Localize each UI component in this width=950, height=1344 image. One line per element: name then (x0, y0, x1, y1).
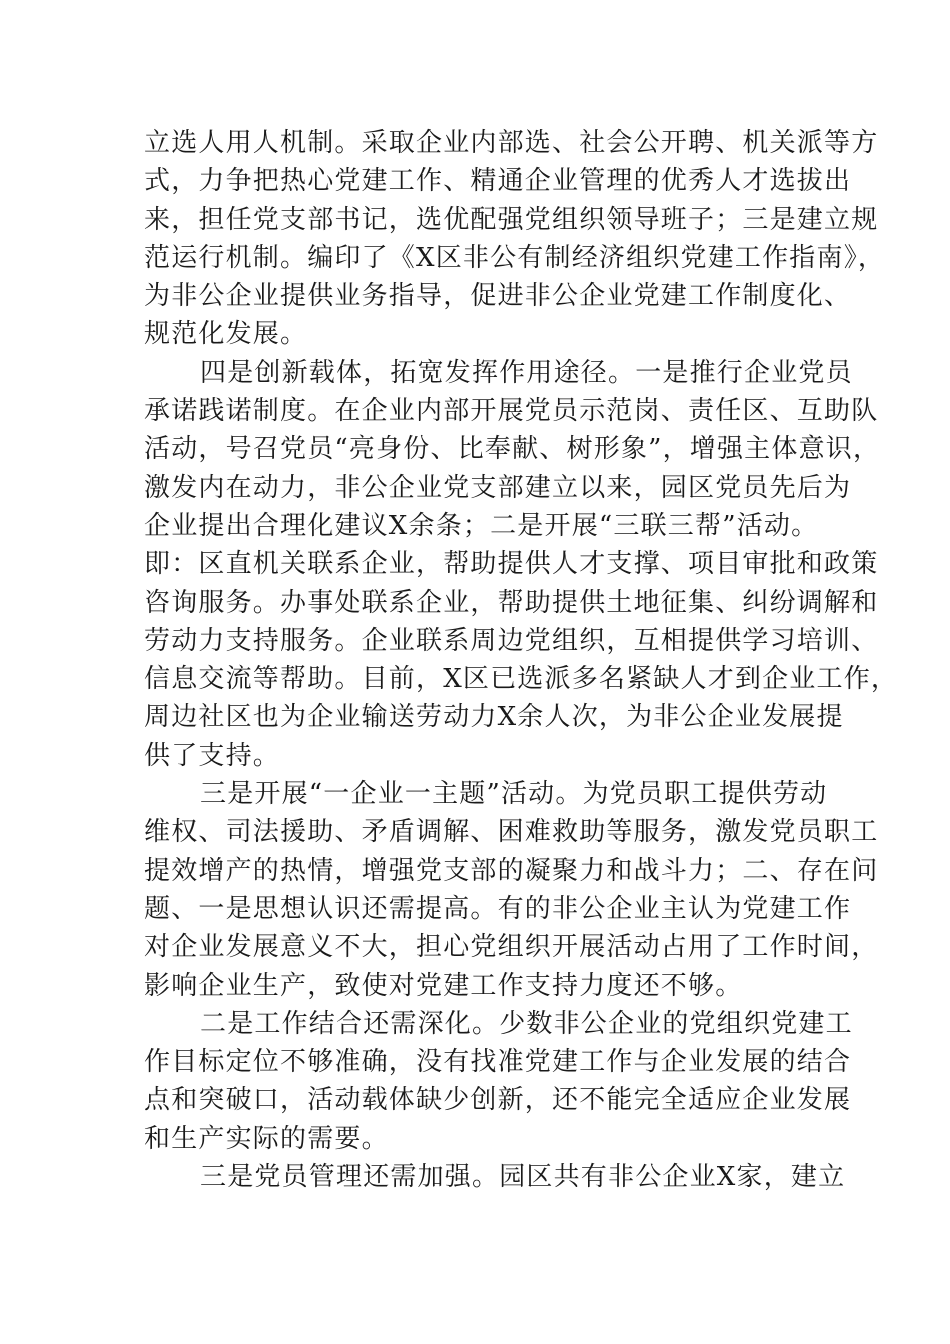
text-line: 作目标定位不够准确，没有找准党建工作与企业发展的结合 (144, 1047, 852, 1078)
text-line: 点和突破口，活动载体缺少创新，还不能完全适应企业发展 (144, 1085, 852, 1116)
paragraph (144, 124, 886, 354)
text-line: 二是工作结合还需深化。少数非公企业的党组织党建工 (200, 1008, 853, 1039)
paragraph (144, 354, 899, 775)
text-line: 咨询服务。办事处联系企业，帮助提供土地征集、纠纷调解和 (144, 587, 879, 618)
document-body (144, 124, 899, 1196)
text-line: 即：区直机关联系企业，帮助提供人才支撑、项目审批和政策 (144, 549, 879, 580)
text-line: 和生产实际的需要。 (144, 1123, 389, 1154)
text-line: 提效增产的热情，增强党支部的凝聚力和战斗力；二、存在问 (144, 855, 879, 886)
text-line: 四是创新载体，拓宽发挥作用途径。一是推行企业党员 (200, 357, 853, 388)
paragraph (144, 775, 879, 1005)
text-line: 活动，号召党员“亮身份、比奉献、树形象”，增强主体意识， (144, 434, 881, 465)
text-line: 为非公企业提供业务指导，促进非公企业党建工作制度化、 (144, 281, 852, 312)
text-line: 范运行机制。编印了《X区非公有制经济组织党建工作指南》， (144, 242, 886, 273)
text-line: 承诺践诺制度。在企业内部开展党员示范岗、责任区、互助队 (144, 396, 879, 427)
text-line: 三是党员管理还需加强。园区共有非公企业X家，建立 (200, 1162, 846, 1193)
text-line: 企业提出合理化建议X余条；二是开展“三联三帮”活动。 (144, 510, 819, 541)
text-line: 维权、司法援助、矛盾调解、困难救助等服务，激发党员职工 (144, 817, 879, 848)
text-line: 题、一是思想认识还需提高。有的非公企业主认为党建工作 (144, 893, 852, 924)
text-line: 对企业发展意义不大，担心党组织开展活动占用了工作时间， (144, 932, 879, 963)
text-line: 周边社区也为企业输送劳动力X余人次，为非公企业发展提 (144, 702, 844, 733)
text-line: 立选人用人机制。采取企业内部选、社会公开聘、机关派等方 (144, 128, 879, 158)
text-line: 式，力争把热心党建工作、精通企业管理的优秀人才选拔出 (144, 166, 852, 197)
text-line: 信息交流等帮助。目前，X区已选派多名紧缺人才到企业工作， (144, 664, 899, 695)
text-line: 激发内在动力，非公企业党支部建立以来，园区党员先后为 (144, 472, 852, 503)
paragraph (144, 1158, 846, 1196)
text-line: 影响企业生产，致使对党建工作支持力度还不够。 (144, 970, 743, 1001)
text-line: 规范化发展。 (144, 319, 308, 350)
text-line: 供了支持。 (144, 740, 281, 771)
text-line: 来，担任党支部书记，选优配强党组织领导班子；三是建立规 (144, 204, 879, 235)
text-line: 三是开展“一企业一主题”活动。为党员职工提供劳动 (200, 779, 828, 810)
text-line: 劳动力支持服务。企业联系周边党组织，互相提供学习培训、 (144, 625, 879, 656)
paragraph (144, 1005, 853, 1158)
